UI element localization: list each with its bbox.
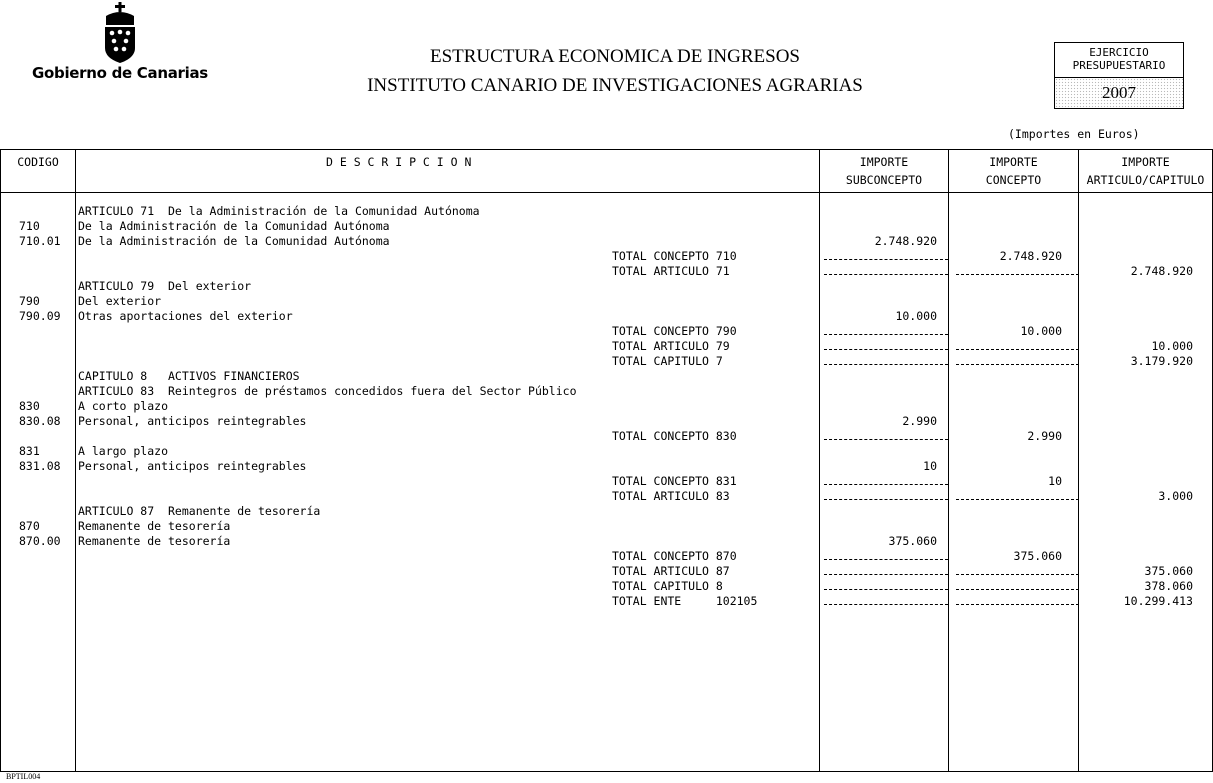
row-total-label: TOTAL CAPITULO 7 <box>612 354 723 368</box>
page-title: ESTRUCTURA ECONOMICA DE INGRESOS <box>429 46 800 67</box>
subtotal-rule <box>956 364 1079 365</box>
row-code: 790 <box>19 294 40 308</box>
row-total-label: TOTAL ARTICULO 71 <box>612 264 730 278</box>
subtotal-rule <box>956 274 1079 275</box>
ejercicio-label <box>1055 46 1183 78</box>
subtotal-rule <box>824 439 948 440</box>
subtotal-rule <box>824 604 948 605</box>
page-subtitle: INSTITUTO CANARIO DE INVESTIGACIONES AGRARIAS <box>367 75 863 96</box>
header-articulo-line2: ARTICULO/CAPITULO <box>1086 173 1205 187</box>
header-concepto <box>949 153 1078 189</box>
row-total-label: TOTAL CAPITULO 8 <box>612 579 723 593</box>
row-importe-articulo: 3.179.920 <box>1130 354 1193 368</box>
header-descripcion: D E S C R I P C I O N <box>326 155 472 169</box>
table-row <box>1 549 1212 564</box>
row-description: Otras aportaciones del exterior <box>78 309 293 323</box>
table-row <box>1 594 1212 609</box>
header-subconcepto <box>820 153 948 189</box>
subtotal-rule <box>824 574 948 575</box>
subtotal-rule <box>824 364 948 365</box>
row-total-label: TOTAL CONCEPTO 830 <box>612 429 737 443</box>
row-importe-articulo: 375.060 <box>1144 564 1193 578</box>
table-row <box>1 294 1212 309</box>
row-importe-subconcepto: 10 <box>923 459 937 473</box>
row-code: 710 <box>19 219 40 233</box>
subtotal-rule <box>824 559 948 560</box>
row-importe-articulo: 10.000 <box>1151 339 1193 353</box>
row-description: ARTICULO 79 Del exterior <box>78 279 252 293</box>
row-importe-subconcepto: 10.000 <box>895 309 937 323</box>
table-row <box>1 504 1212 519</box>
table-row <box>1 444 1212 459</box>
logo-text: Gobierno de Canarias <box>32 64 208 82</box>
table-row <box>1 204 1212 219</box>
subtotal-rule <box>956 499 1079 500</box>
row-importe-subconcepto: 375.060 <box>888 534 937 548</box>
header-articulo-line1: IMPORTE <box>1121 155 1170 169</box>
table-row <box>1 399 1212 414</box>
ejercicio-label-line2: PRESUPUESTARIO <box>1072 59 1166 72</box>
subtotal-rule <box>824 484 948 485</box>
subtotal-rule <box>824 334 948 335</box>
header-subconcepto-line2: SUBCONCEPTO <box>845 173 923 187</box>
table-row <box>1 429 1212 444</box>
row-importe-concepto: 10.000 <box>1020 324 1062 338</box>
table-row <box>1 339 1212 354</box>
ejercicio-label-line1: EJERCICIO <box>1089 46 1149 59</box>
budget-table <box>0 149 1213 772</box>
table-row <box>1 234 1212 249</box>
row-importe-articulo: 378.060 <box>1144 579 1193 593</box>
row-description: De la Administración de la Comunidad Autónoma <box>78 234 390 248</box>
row-importe-concepto: 2.748.920 <box>999 249 1062 263</box>
row-description: Remanente de tesorería <box>78 534 231 548</box>
row-code: 870 <box>19 519 40 533</box>
row-total-label: TOTAL ARTICULO 83 <box>612 489 730 503</box>
table-row <box>1 534 1212 549</box>
row-total-label: TOTAL CONCEPTO 790 <box>612 324 737 338</box>
row-importe-articulo: 3.000 <box>1158 489 1193 503</box>
ejercicio-year: 2007 <box>1055 78 1183 108</box>
row-description: ARTICULO 71 De la Administración de la Comunidad Autónoma <box>78 204 480 218</box>
table-row <box>1 324 1212 339</box>
subtotal-rule <box>824 259 948 260</box>
row-importe-articulo: 10.299.413 <box>1123 594 1193 608</box>
row-description: A largo plazo <box>78 444 169 458</box>
header-subconcepto-line1: IMPORTE <box>859 155 909 169</box>
row-importe-concepto: 2.990 <box>1027 429 1062 443</box>
row-description: De la Administración de la Comunidad Autónoma <box>78 219 390 233</box>
row-total-label: TOTAL ARTICULO 87 <box>612 564 730 578</box>
report-code: BPTIL004 <box>6 772 41 781</box>
gobierno-de-canarias-logo <box>24 2 214 84</box>
table-row <box>1 519 1212 534</box>
row-code: 710.01 <box>19 234 61 248</box>
row-code: 870.00 <box>19 534 61 548</box>
header-articulo <box>1079 153 1212 189</box>
subtotal-rule <box>956 349 1079 350</box>
row-description: ARTICULO 83 Reintegros de préstamos concedidos fuera del Sector Público <box>78 384 577 398</box>
table-row <box>1 384 1212 399</box>
header-codigo: CODIGO <box>17 155 59 169</box>
subtotal-rule <box>824 589 948 590</box>
ejercicio-box <box>1054 42 1184 109</box>
subtotal-rule <box>824 349 948 350</box>
table-row <box>1 219 1212 234</box>
subtotal-rule <box>956 604 1079 605</box>
header-concepto-line1: IMPORTE <box>989 155 1038 169</box>
row-code: 790.09 <box>19 309 61 323</box>
row-total-label: TOTAL ENTE 102105 <box>612 594 758 608</box>
table-row <box>1 249 1212 264</box>
row-description: A corto plazo <box>78 399 169 413</box>
row-importe-concepto: 10 <box>1048 474 1062 488</box>
row-description: Personal, anticipos reintegrables <box>78 459 307 473</box>
table-row <box>1 309 1212 324</box>
row-code: 831.08 <box>19 459 61 473</box>
row-description: ARTICULO 87 Remanente de tesorería <box>78 504 321 518</box>
header-concepto-line2: CONCEPTO <box>985 173 1042 187</box>
subtotal-rule <box>956 589 1079 590</box>
row-total-label: TOTAL CONCEPTO 710 <box>612 249 737 263</box>
row-description: Personal, anticipos reintegrables <box>78 414 307 428</box>
subtotal-rule <box>824 499 948 500</box>
row-importe-subconcepto: 2.990 <box>902 414 937 428</box>
table-row <box>1 264 1212 279</box>
subtotal-rule <box>956 574 1079 575</box>
row-description: CAPITULO 8 ACTIVOS FINANCIEROS <box>78 369 300 383</box>
row-total-label: TOTAL ARTICULO 79 <box>612 339 730 353</box>
table-row <box>1 489 1212 504</box>
row-code: 830 <box>19 399 40 413</box>
row-total-label: TOTAL CONCEPTO 870 <box>612 549 737 563</box>
importes-note: (Importes en Euros) <box>1008 127 1140 141</box>
table-row <box>1 354 1212 369</box>
row-total-label: TOTAL CONCEPTO 831 <box>612 474 737 488</box>
table-row <box>1 459 1212 474</box>
row-importe-concepto: 375.060 <box>1013 549 1062 563</box>
row-description: Remanente de tesorería <box>78 519 231 533</box>
table-row <box>1 474 1212 489</box>
row-code: 831 <box>19 444 40 458</box>
row-importe-subconcepto: 2.748.920 <box>874 234 937 248</box>
header-divider <box>1 192 1212 193</box>
table-row <box>1 279 1212 294</box>
table-row <box>1 369 1212 384</box>
row-code: 830.08 <box>19 414 61 428</box>
table-row <box>1 414 1212 429</box>
table-row <box>1 579 1212 594</box>
subtotal-rule <box>824 274 948 275</box>
table-row <box>1 564 1212 579</box>
row-description: Del exterior <box>78 294 162 308</box>
row-importe-articulo: 2.748.920 <box>1130 264 1193 278</box>
